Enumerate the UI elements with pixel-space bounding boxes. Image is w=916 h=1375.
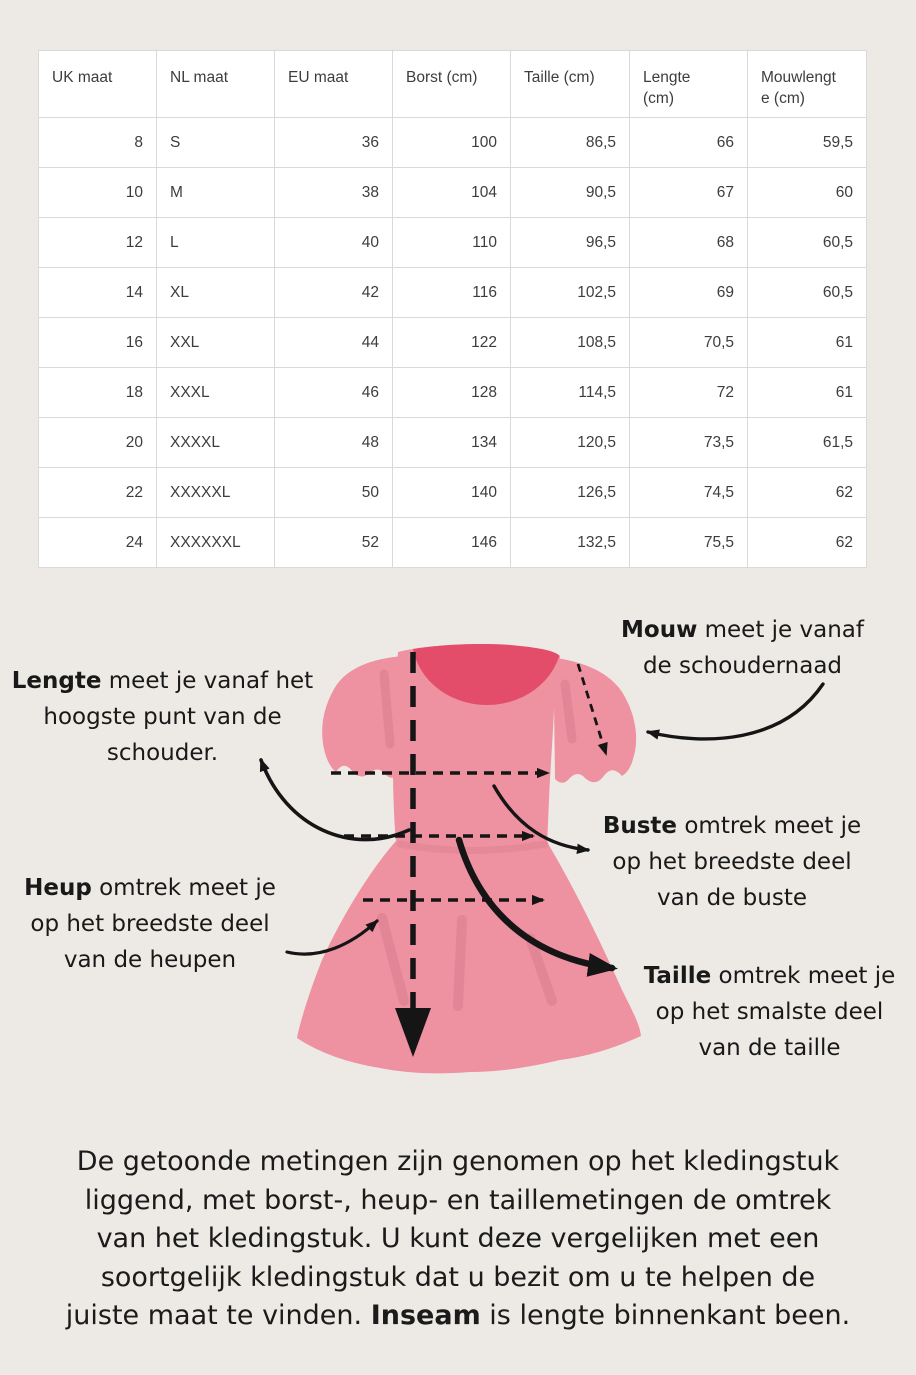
table-cell: 114,5 bbox=[511, 368, 630, 418]
table-cell: 10 bbox=[39, 168, 157, 218]
table-cell: 60,5 bbox=[748, 218, 867, 268]
table-cell: 74,5 bbox=[630, 468, 748, 518]
table-cell: 20 bbox=[39, 418, 157, 468]
table-cell: 42 bbox=[275, 268, 393, 318]
table-cell: 73,5 bbox=[630, 418, 748, 468]
col-header-mouwlengte: Mouwlengt e (cm) bbox=[748, 51, 867, 118]
table-row bbox=[39, 218, 867, 268]
table-cell: 134 bbox=[393, 418, 511, 468]
annotation-lengte: Lengte meet je vanaf het hoogste punt van de schouder. bbox=[11, 668, 314, 766]
table-cell: 66 bbox=[630, 118, 748, 168]
annotation-heup: Heup omtrek meet je op het breedste deel van de heupen bbox=[24, 875, 276, 973]
table-cell: 12 bbox=[39, 218, 157, 268]
table-cell: 110 bbox=[393, 218, 511, 268]
table-cell: L bbox=[157, 218, 275, 268]
table-row bbox=[39, 418, 867, 468]
annotation-mouw: Mouw meet je vanaf de schoudernaad bbox=[621, 617, 864, 679]
note-line: De getoonde metingen zijn genomen op het kledingstuk bbox=[76, 1146, 840, 1177]
col-header-uk-maat: UK maat bbox=[39, 51, 157, 118]
table-cell: 8 bbox=[39, 118, 157, 168]
table-cell: M bbox=[157, 168, 275, 218]
table-row bbox=[39, 468, 867, 518]
table-cell: 100 bbox=[393, 118, 511, 168]
size-table-header-row bbox=[39, 51, 867, 118]
table-cell: 60 bbox=[748, 168, 867, 218]
table-cell: 40 bbox=[275, 218, 393, 268]
table-cell: 14 bbox=[39, 268, 157, 318]
table-cell: 61 bbox=[748, 318, 867, 368]
col-header-taille: Taille (cm) bbox=[511, 51, 630, 118]
table-row bbox=[39, 368, 867, 418]
mouw-arrow bbox=[648, 684, 823, 739]
table-cell: S bbox=[157, 118, 275, 168]
table-cell: 48 bbox=[275, 418, 393, 468]
table-cell: 72 bbox=[630, 368, 748, 418]
table-cell: 46 bbox=[275, 368, 393, 418]
dress-neckline bbox=[412, 571, 562, 705]
annotation-buste: Buste omtrek meet je op het breedste deel van de buste bbox=[602, 813, 862, 911]
table-cell: 128 bbox=[393, 368, 511, 418]
size-table bbox=[38, 50, 867, 568]
table-cell: 86,5 bbox=[511, 118, 630, 168]
table-cell: 132,5 bbox=[511, 518, 630, 568]
table-cell: 108,5 bbox=[511, 318, 630, 368]
measurement-diagram bbox=[0, 560, 916, 1105]
table-cell: 146 bbox=[393, 518, 511, 568]
note-line: van het kledingstuk. U kunt deze vergelijken met een bbox=[96, 1223, 820, 1254]
table-cell: 50 bbox=[275, 468, 393, 518]
table-row bbox=[39, 268, 867, 318]
table-cell: 16 bbox=[39, 318, 157, 368]
table-cell: 38 bbox=[275, 168, 393, 218]
col-header-nl-maat: NL maat bbox=[157, 51, 275, 118]
table-cell: 36 bbox=[275, 118, 393, 168]
table-cell: 59,5 bbox=[748, 118, 867, 168]
table-cell: 24 bbox=[39, 518, 157, 568]
table-row bbox=[39, 318, 867, 368]
table-cell: 122 bbox=[393, 318, 511, 368]
table-cell: XL bbox=[157, 268, 275, 318]
col-header-lengte: Lengte (cm) bbox=[630, 51, 748, 118]
table-cell: XXXXXL bbox=[157, 468, 275, 518]
table-cell: 120,5 bbox=[511, 418, 630, 468]
table-cell: XXL bbox=[157, 318, 275, 368]
table-cell: 126,5 bbox=[511, 468, 630, 518]
table-row bbox=[39, 118, 867, 168]
col-header-eu-maat: EU maat bbox=[275, 51, 393, 118]
measurement-note bbox=[0, 1143, 916, 1336]
table-cell: XXXXL bbox=[157, 418, 275, 468]
table-cell: 44 bbox=[275, 318, 393, 368]
table-cell: 96,5 bbox=[511, 218, 630, 268]
table-cell: 22 bbox=[39, 468, 157, 518]
table-cell: XXXXXXL bbox=[157, 518, 275, 568]
table-cell: 69 bbox=[630, 268, 748, 318]
table-cell: 18 bbox=[39, 368, 157, 418]
table-cell: 67 bbox=[630, 168, 748, 218]
table-cell: 90,5 bbox=[511, 168, 630, 218]
table-cell: 62 bbox=[748, 468, 867, 518]
note-line: soortgelijk kledingstuk dat u bezit om u te helpen de bbox=[100, 1261, 816, 1293]
table-cell: 102,5 bbox=[511, 268, 630, 318]
note-line: juiste maat te vinden. Inseam is lengte binnenkant been. bbox=[65, 1300, 851, 1331]
table-cell: 104 bbox=[393, 168, 511, 218]
table-cell: 60,5 bbox=[748, 268, 867, 318]
note-line: liggend, met borst-, heup- en taillemetingen de omtrek bbox=[84, 1184, 832, 1216]
annotation-taille: Taille omtrek meet je op het smalste deel van de taille bbox=[643, 963, 896, 1061]
table-cell: 140 bbox=[393, 468, 511, 518]
table-cell: 61 bbox=[748, 368, 867, 418]
col-header-borst: Borst (cm) bbox=[393, 51, 511, 118]
table-cell: 62 bbox=[748, 518, 867, 568]
table-cell: 61,5 bbox=[748, 418, 867, 468]
table-cell: 116 bbox=[393, 268, 511, 318]
table-row bbox=[39, 168, 867, 218]
table-cell: XXXL bbox=[157, 368, 275, 418]
table-cell: 70,5 bbox=[630, 318, 748, 368]
table-cell: 68 bbox=[630, 218, 748, 268]
table-cell: 52 bbox=[275, 518, 393, 568]
table-cell: 75,5 bbox=[630, 518, 748, 568]
